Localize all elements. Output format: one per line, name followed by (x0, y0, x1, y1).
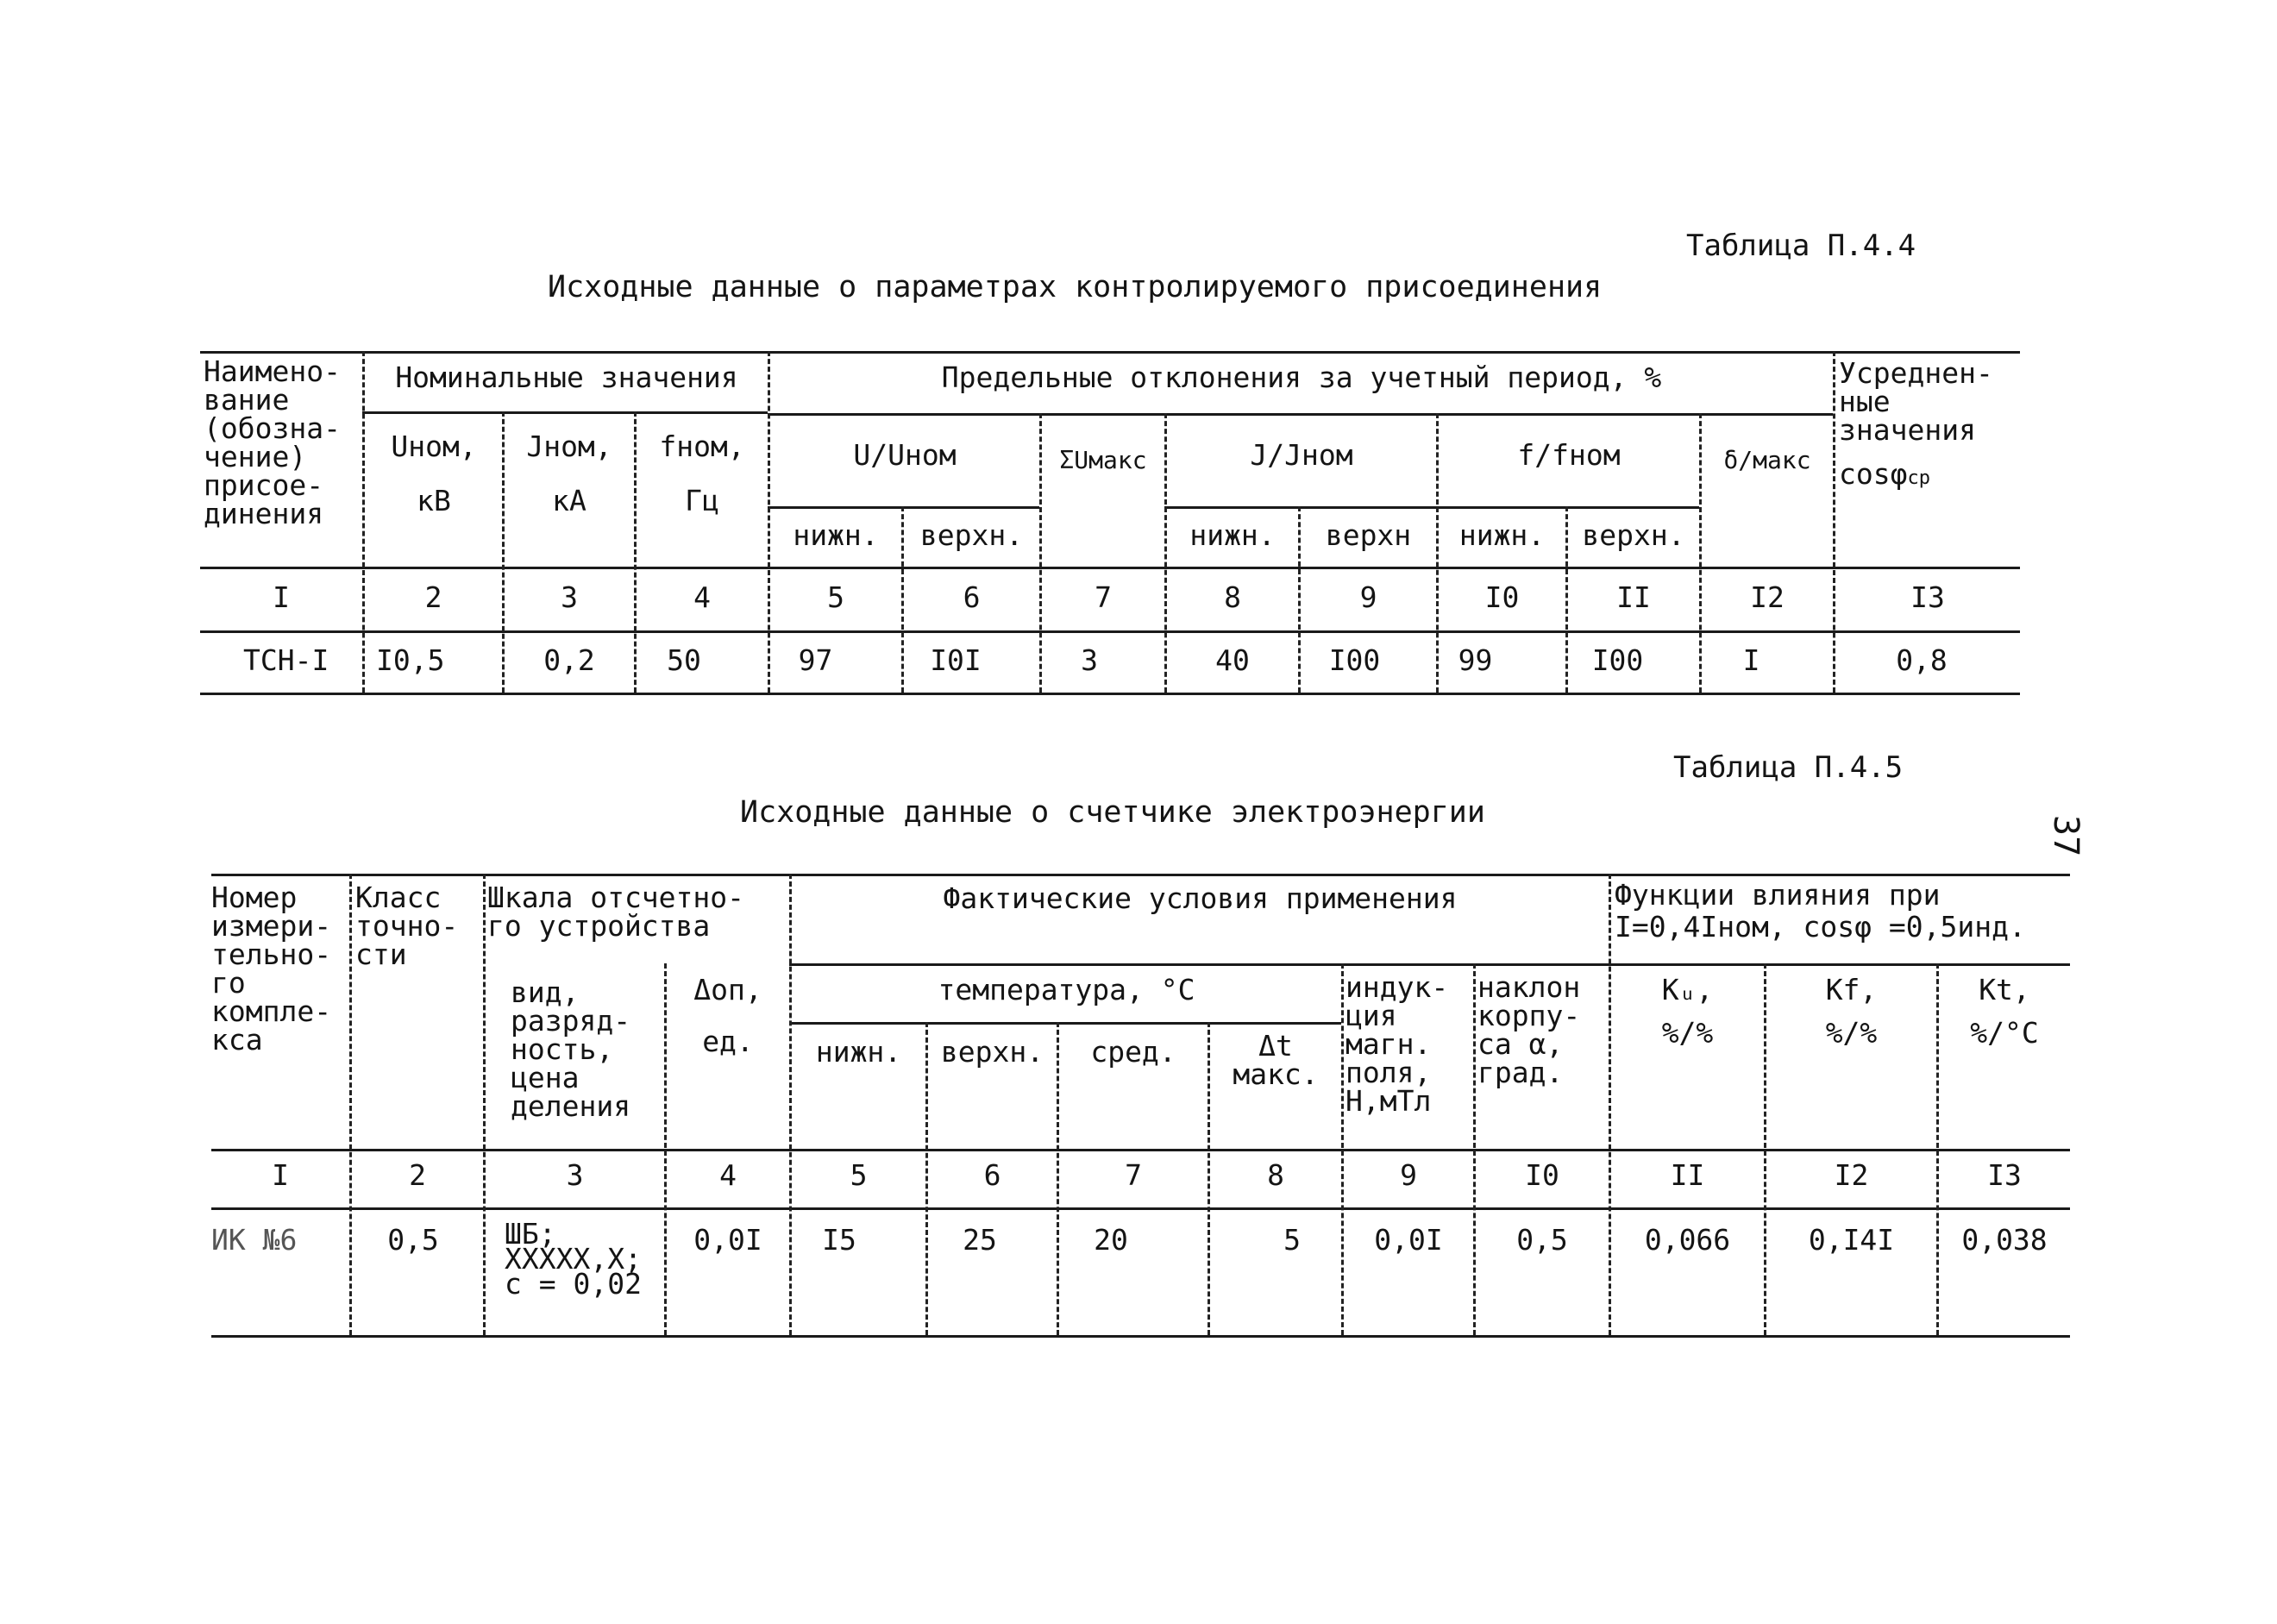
t1-cell: ТСН-I (243, 643, 329, 677)
t2-cell: ШБ; XXXXX,X; с = 0,02 (505, 1217, 642, 1301)
t1-cell: 50 (667, 643, 701, 677)
t2-header-tilt: наклон корпу- са α, град. (1477, 970, 1581, 1089)
t1-colnum: 3 (561, 580, 578, 614)
t2-header-kind: вид, разряд- ность, цена деления (511, 975, 631, 1123)
t1-header-high3: верхн. (1582, 518, 1685, 552)
t1-header-high2: верхн (1325, 518, 1412, 552)
t2-header-scale: Шкала отсчетно- го устройства (487, 881, 745, 943)
t1-header-f-ratio: f/fном (1517, 438, 1621, 472)
t1-colnum: I (273, 580, 290, 614)
t2-header-dt: Δt макс. (1233, 1029, 1319, 1091)
t2-colnum: 5 (850, 1158, 868, 1192)
t1-colnum: I2 (1750, 580, 1785, 614)
t1-colnum: 2 (424, 580, 442, 614)
t1-header-sum-u: ΣUмакс (1059, 446, 1147, 474)
t2-header-kf-unit: %/% (1825, 1016, 1878, 1050)
t1-cell: I00 (1328, 643, 1381, 677)
t1-header-avg: Усреднен- ные значения (1839, 356, 1993, 447)
t1-cell: 3 (1081, 643, 1098, 677)
t1-colnum: II (1616, 580, 1651, 614)
t1-cell: I0,5 (376, 643, 445, 677)
t2-colnum: II (1670, 1158, 1705, 1192)
t1-header-i-nom: Jном, (526, 430, 612, 463)
t1-colnum: 5 (827, 580, 844, 614)
t2-cell: 20 (1094, 1223, 1128, 1257)
t1-header-i-unit: кА (552, 484, 586, 517)
t2-header-functions: Функции влияния при (1615, 878, 1941, 912)
t1-header-nominal: Номинальные значения (395, 361, 738, 394)
t2-header-ku: Kᵤ, (1661, 973, 1714, 1006)
t2-header-conditions: Фактические условия применения (943, 881, 1458, 915)
t2-header-kt: Kt, (1979, 973, 2030, 1006)
table2-caption: Таблица П.4.5 (1673, 750, 1904, 785)
t2-colnum: 9 (1400, 1158, 1417, 1192)
t2-header-mid: сред. (1090, 1035, 1176, 1069)
t1-header-u-nom: Uном, (391, 430, 477, 463)
t1-header-f-nom: fном, (659, 430, 745, 463)
t2-header-high: верхн. (940, 1035, 1044, 1069)
t1-colnum: 8 (1224, 580, 1241, 614)
t1-colnum: 9 (1359, 580, 1377, 614)
t2-colnum: 2 (409, 1158, 426, 1192)
t2-header-functions2: I=0,4Iном, cosφ =0,5инд. (1615, 910, 2026, 944)
t2-header-low: нижн. (815, 1035, 902, 1069)
t1-header-u-unit: кВ (417, 484, 451, 517)
t2-cell: 0,038 (1961, 1223, 2048, 1257)
t2-colnum: I3 (1987, 1158, 2022, 1192)
table2-title: Исходные данные о счетчике электроэнергии (740, 795, 1485, 830)
t2-colnum: I (272, 1158, 289, 1192)
t2-cell: 0,066 (1644, 1223, 1731, 1257)
t1-colnum: I3 (1910, 580, 1945, 614)
t2-colnum: 8 (1267, 1158, 1284, 1192)
t2-header-induction: индук- ция магн. поля, Н,мТл (1346, 970, 1449, 1118)
t1-cell: I0I (930, 643, 982, 677)
t1-cell: 97 (798, 643, 833, 677)
t1-cell: 0,8 (1896, 643, 1948, 677)
t2-header-temperature: температура, °C (938, 973, 1195, 1006)
t1-cell: I00 (1591, 643, 1644, 677)
table1-title: Исходные данные о параметрах контролируемого присоединения (548, 270, 1603, 304)
t2-header-class: Класс точно- сти (355, 881, 459, 971)
t2-cell: I5 (822, 1223, 856, 1257)
t2-cell: 0,I4I (1808, 1223, 1895, 1257)
t1-cell: I (1742, 643, 1760, 677)
t1-header-delta-max: δ/макс (1723, 446, 1811, 474)
t1-colnum: 4 (693, 580, 711, 614)
t1-header-low3: нижн. (1458, 518, 1546, 552)
t2-header-number: Номер измери- тельно- го компле- кса (211, 881, 332, 1057)
t2-colnum: I0 (1525, 1158, 1559, 1192)
t2-header-delta-unit: ед. (702, 1025, 754, 1058)
t1-header-cos: cosφср (1839, 457, 1930, 491)
t2-colnum: 4 (719, 1158, 737, 1192)
table1-caption: Таблица П.4.4 (1686, 229, 1916, 263)
page-number: 37 (2046, 815, 2086, 857)
t1-header-f-unit: Гц (685, 484, 719, 517)
t1-header-name: Наимено- вание (обозна- чение) присое- динения (204, 354, 341, 530)
t1-colnum: 6 (963, 580, 981, 614)
t1-header-high1: верхн. (919, 518, 1024, 552)
t1-colnum: I0 (1484, 580, 1520, 614)
t1-cell: 99 (1458, 643, 1493, 677)
t2-header-ku-unit: %/% (1661, 1016, 1714, 1050)
t1-header-low1: нижн. (793, 518, 879, 552)
t2-cell: 0,5 (1516, 1223, 1568, 1257)
t2-colnum: 3 (566, 1158, 584, 1192)
t2-cell: 0,5 (387, 1223, 439, 1257)
t2-cell: 0,0I (693, 1223, 762, 1257)
t1-colnum: 7 (1095, 580, 1112, 614)
t2-header-kf: Kf, (1825, 973, 1878, 1006)
t2-header-delta-op: Δоп, (693, 973, 762, 1006)
t2-cell: 5 (1283, 1223, 1301, 1257)
t2-colnum: 6 (983, 1158, 1001, 1192)
t1-header-deviation: Предельные отклонения за учетный период, % (941, 361, 1662, 394)
t2-cell: 0,0I (1374, 1223, 1443, 1257)
t2-cell: 25 (963, 1223, 997, 1257)
t2-header-kt-unit: %/°C (1970, 1016, 2039, 1050)
t2-cell: ИК №6 (211, 1223, 298, 1257)
t1-cell: 40 (1215, 643, 1250, 677)
t2-colnum: I2 (1834, 1158, 1869, 1192)
t1-cell: 0,2 (543, 643, 595, 677)
t1-header-low2: нижн. (1189, 518, 1276, 552)
t1-header-u-ratio: U/Uном (853, 438, 957, 472)
t1-header-i-ratio: J/Jном (1250, 438, 1353, 472)
t2-colnum: 7 (1125, 1158, 1142, 1192)
